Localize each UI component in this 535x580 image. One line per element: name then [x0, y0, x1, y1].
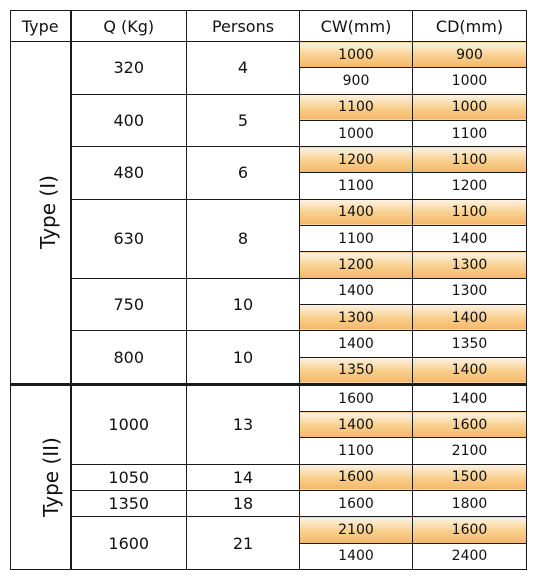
cd-cell: 1400 [413, 304, 527, 330]
cw-cell: 1100 [300, 94, 413, 120]
table-row [11, 278, 527, 304]
q-cell: 800 [71, 331, 187, 385]
type-label: Type (II) [38, 437, 63, 518]
cw-cell: 1600 [300, 384, 413, 411]
header-row [11, 11, 527, 42]
q-cell: 1000 [71, 384, 187, 464]
header-cw: CW(mm) [300, 11, 413, 42]
cw-cell: 1400 [300, 278, 413, 304]
cw-cell: 900 [300, 68, 413, 94]
type-cell [11, 384, 71, 569]
cd-cell: 1800 [413, 491, 527, 517]
cw-cell: 1400 [300, 412, 413, 438]
q-cell: 400 [71, 94, 187, 147]
persons-cell: 10 [187, 331, 300, 385]
cd-cell: 1350 [413, 331, 527, 357]
cw-cell: 1400 [300, 199, 413, 225]
cd-cell: 1500 [413, 464, 527, 490]
q-cell: 320 [71, 42, 187, 95]
cd-cell: 1200 [413, 173, 527, 199]
cd-cell: 1000 [413, 68, 527, 94]
cw-cell: 1100 [300, 173, 413, 199]
type-label: Type (I) [35, 175, 60, 250]
cd-cell: 1600 [413, 412, 527, 438]
cd-cell: 2400 [413, 543, 527, 569]
cw-cell: 1100 [300, 226, 413, 252]
cd-cell: 1400 [413, 226, 527, 252]
cd-cell: 1100 [413, 199, 527, 225]
q-cell: 750 [71, 278, 187, 331]
table-body [11, 42, 527, 570]
table-row [11, 517, 527, 543]
cw-cell: 1400 [300, 331, 413, 357]
persons-cell: 6 [187, 147, 300, 200]
q-cell: 480 [71, 147, 187, 200]
persons-cell: 10 [187, 278, 300, 331]
persons-cell: 18 [187, 491, 300, 517]
cw-cell: 1200 [300, 252, 413, 278]
header-cd: CD(mm) [413, 11, 527, 42]
table-row [11, 464, 527, 490]
persons-cell: 4 [187, 42, 300, 95]
table-row [11, 491, 527, 517]
cd-cell: 2100 [413, 438, 527, 464]
cw-cell: 1300 [300, 304, 413, 330]
cw-cell: 1200 [300, 147, 413, 173]
type-cell [11, 42, 71, 385]
header-q: Q (Kg) [71, 11, 187, 42]
cd-cell: 1400 [413, 357, 527, 384]
table-row [11, 384, 527, 411]
table-row [11, 147, 527, 173]
table-row [11, 331, 527, 357]
persons-cell: 5 [187, 94, 300, 147]
q-cell: 1600 [71, 517, 187, 570]
cw-cell: 1400 [300, 543, 413, 569]
elevator-spec-table [10, 10, 527, 570]
cd-cell: 1600 [413, 517, 527, 543]
header-persons: Persons [187, 11, 300, 42]
persons-cell: 8 [187, 199, 300, 278]
cw-cell: 1600 [300, 464, 413, 490]
table-row [11, 42, 527, 68]
elevator-spec-table-container [10, 10, 526, 570]
cd-cell: 1100 [413, 147, 527, 173]
cw-cell: 1000 [300, 120, 413, 146]
persons-cell: 14 [187, 464, 300, 490]
cw-cell: 1600 [300, 491, 413, 517]
header-type: Type [11, 11, 71, 42]
table-row [11, 94, 527, 120]
cd-cell: 1100 [413, 120, 527, 146]
q-cell: 1350 [71, 491, 187, 517]
persons-cell: 21 [187, 517, 300, 570]
cw-cell: 2100 [300, 517, 413, 543]
persons-cell: 13 [187, 384, 300, 464]
cd-cell: 1300 [413, 278, 527, 304]
q-cell: 630 [71, 199, 187, 278]
cw-cell: 1100 [300, 438, 413, 464]
cd-cell: 1000 [413, 94, 527, 120]
cd-cell: 1400 [413, 384, 527, 411]
table-row [11, 199, 527, 225]
cd-cell: 900 [413, 42, 527, 68]
cw-cell: 1000 [300, 42, 413, 68]
cd-cell: 1300 [413, 252, 527, 278]
q-cell: 1050 [71, 464, 187, 490]
cw-cell: 1350 [300, 357, 413, 384]
